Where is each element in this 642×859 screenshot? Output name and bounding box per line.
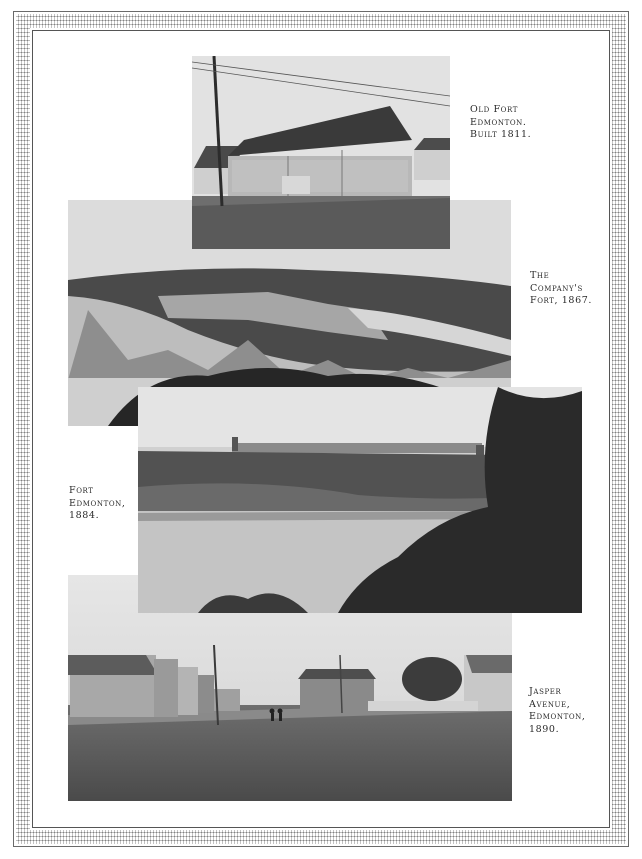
caption-line: Old Fort (470, 104, 519, 115)
caption-line: 1890. (529, 723, 560, 735)
caption-line: Avenue, (529, 698, 571, 710)
caption-fort-1884 (69, 485, 126, 523)
caption-line: Built 1811. (470, 129, 532, 140)
caption-line: Edmonton, (529, 711, 586, 722)
caption-line: Fort, 1867. (530, 295, 592, 306)
caption-line: 1884. (69, 510, 100, 521)
caption-line: Edmonton. (470, 116, 527, 128)
caption-line: Fort (69, 485, 94, 496)
photo-old-fort-1811 (192, 56, 450, 249)
caption-old-fort (470, 104, 531, 142)
caption-line: Edmonton, (69, 497, 126, 509)
photo-fort-edmonton-1884 (138, 387, 582, 613)
caption-line: Jasper (529, 686, 562, 697)
caption-line: Company's (530, 282, 583, 294)
caption-jasper-avenue (529, 686, 586, 736)
caption-line: The (530, 270, 550, 281)
caption-company-fort (530, 270, 592, 308)
